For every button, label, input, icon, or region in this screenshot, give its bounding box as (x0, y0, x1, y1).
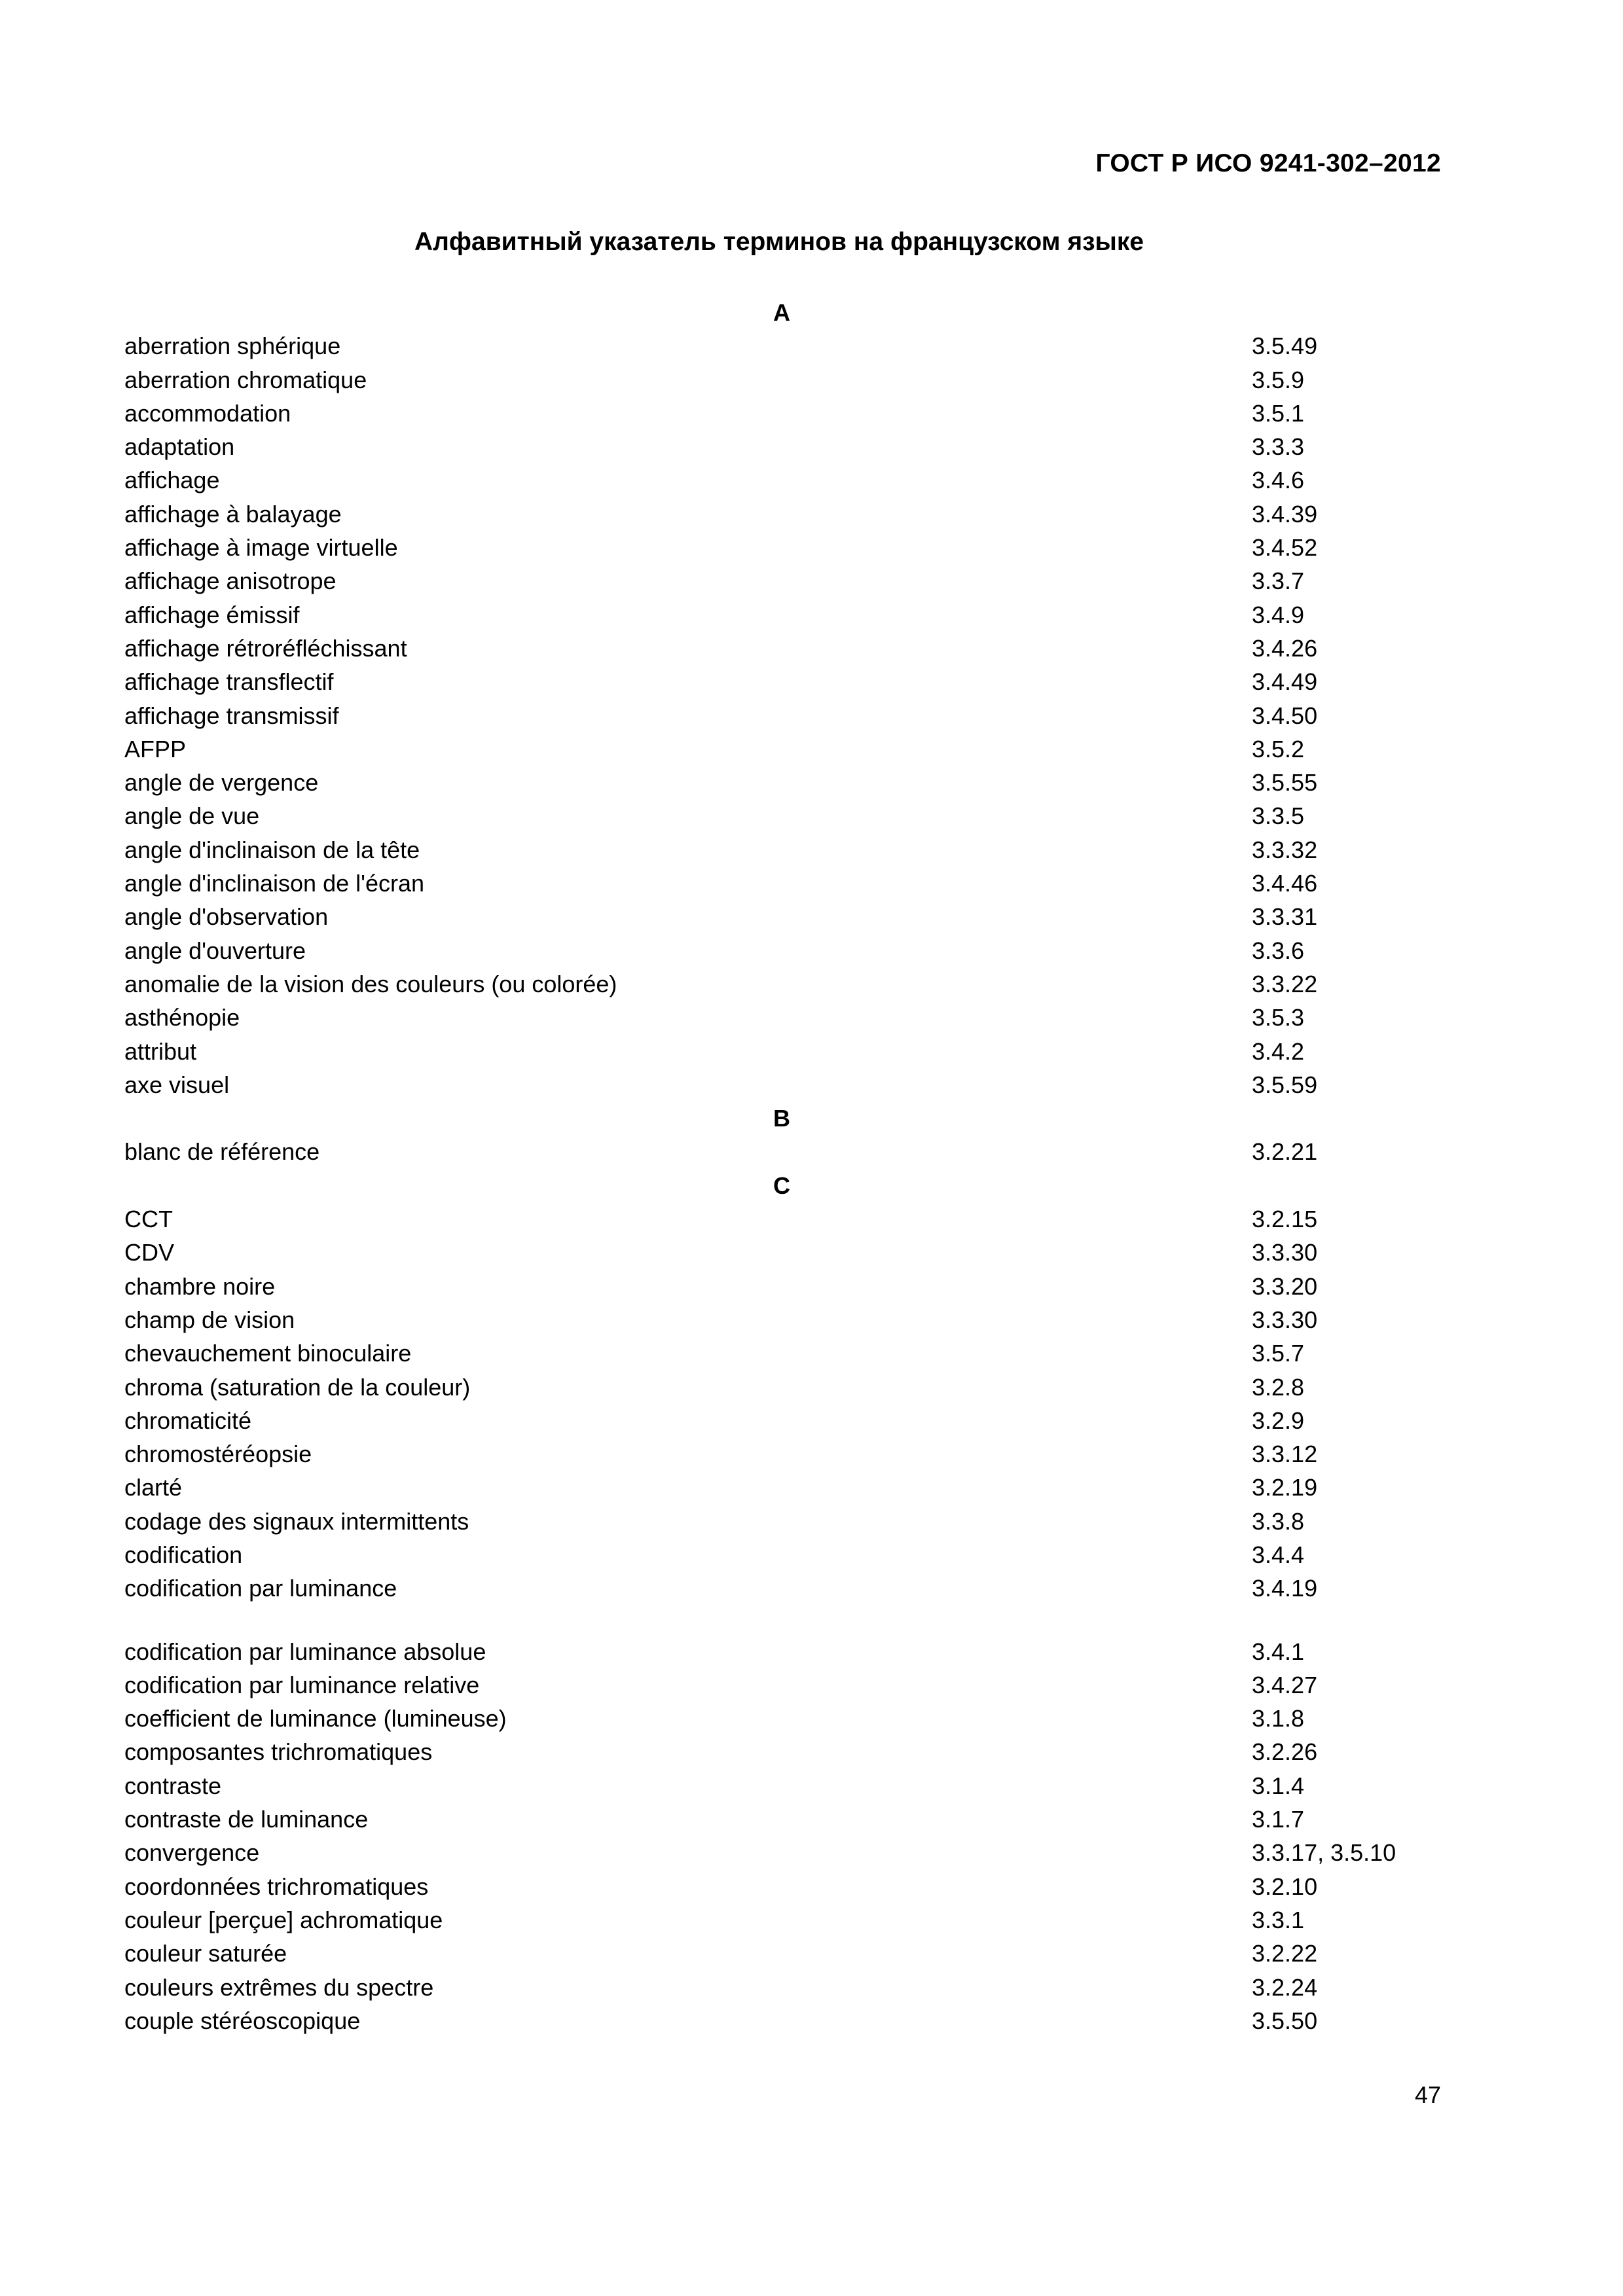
index-term: codification par luminance absolue (124, 1638, 486, 1665)
index-reference: 3.2.24 (1252, 1973, 1318, 2001)
index-entry (124, 1035, 1434, 1068)
index-entry (124, 1870, 1434, 1903)
index-entry (124, 1471, 1434, 1504)
index-reference: 3.5.9 (1252, 366, 1305, 393)
index-term: chromostéréopsie (124, 1441, 312, 1468)
index-term: convergence (124, 1839, 260, 1867)
index-term: affichage à image virtuelle (124, 534, 398, 562)
index-term: coefficient de luminance (lumineuse) (124, 1705, 507, 1732)
index-term: angle d'inclinaison de l'écran (124, 870, 425, 897)
index-term: asthénopie (124, 1004, 240, 1031)
index-term: affichage transmissif (124, 702, 339, 729)
index-entry (124, 2004, 1434, 2037)
index-entry (124, 1303, 1434, 1336)
index-reference: 3.3.7 (1252, 567, 1305, 595)
index-term: blanc de référence (124, 1138, 320, 1166)
index-reference: 3.4.9 (1252, 601, 1305, 628)
page-number: 47 (1414, 2081, 1441, 2108)
index-term: composantes trichromatiques (124, 1738, 433, 1766)
index-entry (124, 867, 1434, 900)
index-entry (124, 1937, 1434, 1970)
index-entry (124, 934, 1434, 967)
index-term: couleur [perçue] achromatique (124, 1906, 443, 1933)
index-reference: 3.3.30 (1252, 1306, 1318, 1333)
index-reference: 3.4.19 (1252, 1575, 1318, 1602)
index-term: codification par luminance (124, 1575, 397, 1602)
index-entry (124, 1505, 1434, 1538)
index-reference: 3.4.6 (1252, 467, 1305, 494)
section-letter: C (773, 1172, 790, 1199)
index-term: coordonnées trichromatiques (124, 1873, 429, 1900)
index-reference: 3.2.9 (1252, 1407, 1305, 1434)
index-reference: 3.2.19 (1252, 1474, 1318, 1501)
index-reference: 3.5.49 (1252, 332, 1318, 360)
index-reference: 3.2.21 (1252, 1138, 1318, 1166)
index-term: affichage rétroréfléchissant (124, 634, 407, 662)
index-entry (124, 1336, 1434, 1370)
index-entry (124, 1538, 1434, 1571)
index-entry (124, 497, 1434, 531)
index-reference: 3.3.1 (1252, 1906, 1305, 1933)
index-term: couple stéréoscopique (124, 2007, 361, 2034)
index-term: affichage transflectif (124, 668, 334, 696)
index-reference: 3.2.26 (1252, 1738, 1318, 1766)
index-reference: 3.2.22 (1252, 1940, 1318, 1967)
index-term: chromaticité (124, 1407, 252, 1434)
index-entry (124, 1135, 1434, 1168)
alphabetical-index (124, 296, 1434, 2037)
index-reference: 3.4.2 (1252, 1037, 1305, 1065)
index-entry (124, 1571, 1434, 1605)
index-entry (124, 329, 1434, 363)
index-entry (124, 598, 1434, 632)
index-term: angle d'inclinaison de la tête (124, 836, 420, 863)
index-entry (124, 833, 1434, 867)
index-reference: 3.4.1 (1252, 1638, 1305, 1665)
index-entry (124, 397, 1434, 430)
index-reference: 3.1.7 (1252, 1806, 1305, 1833)
index-reference: 3.2.10 (1252, 1873, 1318, 1900)
index-reference: 3.2.15 (1252, 1206, 1318, 1233)
index-entry (124, 799, 1434, 833)
index-term: affichage émissif (124, 601, 300, 628)
index-entry (124, 632, 1434, 665)
index-term: affichage anisotrope (124, 567, 337, 595)
index-entry (124, 1371, 1434, 1404)
index-entry (124, 1836, 1434, 1869)
section-letter: A (773, 299, 790, 326)
index-term: accommodation (124, 399, 291, 427)
index-reference: 3.1.4 (1252, 1772, 1305, 1799)
index-reference: 3.5.59 (1252, 1071, 1318, 1098)
index-reference: 3.5.50 (1252, 2007, 1318, 2034)
index-term: adaptation (124, 433, 235, 461)
index-term: chevauchement binoculaire (124, 1340, 412, 1367)
index-reference: 3.1.8 (1252, 1705, 1305, 1732)
index-reference: 3.5.3 (1252, 1004, 1305, 1031)
index-entry (124, 967, 1434, 1001)
index-entry (124, 665, 1434, 698)
index-entry (124, 732, 1434, 766)
index-term: anomalie de la vision des couleurs (ou colorée) (124, 970, 617, 997)
index-reference: 3.3.30 (1252, 1239, 1318, 1266)
index-entry (124, 1437, 1434, 1471)
index-entry (124, 463, 1434, 497)
index-reference: 3.3.12 (1252, 1441, 1318, 1468)
index-entry (124, 1270, 1434, 1303)
index-term: couleur saturée (124, 1940, 287, 1967)
index-term: CDV (124, 1239, 175, 1266)
index-reference: 3.3.31 (1252, 903, 1318, 931)
index-entry (124, 1971, 1434, 2004)
index-reference: 3.5.1 (1252, 399, 1305, 427)
index-reference: 3.3.8 (1252, 1507, 1305, 1535)
index-entry (124, 430, 1434, 463)
index-reference: 3.3.5 (1252, 802, 1305, 830)
index-reference: 3.4.50 (1252, 702, 1318, 729)
index-reference: 3.3.22 (1252, 970, 1318, 997)
index-term: AFPP (124, 735, 187, 762)
index-entry (124, 900, 1434, 933)
index-entry (124, 1202, 1434, 1236)
index-term: angle d'observation (124, 903, 329, 931)
index-reference: 3.4.46 (1252, 870, 1318, 897)
index-reference: 3.4.52 (1252, 534, 1318, 562)
document-code: ГОСТ Р ИСО 9241-302–2012 (1095, 149, 1441, 177)
index-term: contraste (124, 1772, 222, 1799)
index-term: CCT (124, 1206, 173, 1233)
index-entry (124, 363, 1434, 397)
index-reference: 3.2.8 (1252, 1373, 1305, 1401)
index-term: angle d'ouverture (124, 937, 306, 964)
index-entry (124, 1803, 1434, 1836)
index-reference: 3.4.26 (1252, 634, 1318, 662)
index-entry (124, 1635, 1434, 1668)
index-term: codage des signaux intermittents (124, 1507, 469, 1535)
page-title: Алфавитный указатель терминов на французском языке (414, 228, 1144, 256)
index-term: angle de vergence (124, 769, 319, 797)
index-term: champ de vision (124, 1306, 295, 1333)
index-term: codification (124, 1541, 243, 1568)
index-term: attribut (124, 1037, 197, 1065)
index-reference: 3.3.6 (1252, 937, 1305, 964)
index-entry (124, 1404, 1434, 1437)
index-reference: 3.3.20 (1252, 1272, 1318, 1300)
index-entry (124, 1236, 1434, 1269)
index-reference: 3.4.27 (1252, 1671, 1318, 1698)
index-term: aberration sphérique (124, 332, 341, 360)
index-entry (124, 1702, 1434, 1735)
index-reference: 3.5.2 (1252, 735, 1305, 762)
index-reference: 3.3.17, 3.5.10 (1252, 1839, 1396, 1867)
index-entry (124, 531, 1434, 564)
index-term: chambre noire (124, 1272, 276, 1300)
index-reference: 3.5.55 (1252, 769, 1318, 797)
index-entry (124, 1001, 1434, 1034)
index-term: affichage à balayage (124, 500, 342, 528)
index-term: aberration chromatique (124, 366, 367, 393)
section-letter: B (773, 1105, 790, 1132)
index-term: contraste de luminance (124, 1806, 369, 1833)
index-entry (124, 766, 1434, 799)
index-term: clarté (124, 1474, 183, 1501)
index-term: angle de vue (124, 802, 260, 830)
index-reference: 3.3.3 (1252, 433, 1305, 461)
index-entry (124, 1903, 1434, 1937)
index-entry (124, 699, 1434, 732)
index-entry (124, 1735, 1434, 1768)
index-entry (124, 1769, 1434, 1803)
index-entry (124, 1068, 1434, 1102)
index-reference: 3.5.7 (1252, 1340, 1305, 1367)
index-entry (124, 1668, 1434, 1702)
index-term: couleurs extrêmes du spectre (124, 1973, 434, 2001)
index-term: axe visuel (124, 1071, 230, 1098)
index-reference: 3.4.39 (1252, 500, 1318, 528)
index-reference: 3.4.49 (1252, 668, 1318, 696)
index-reference: 3.4.4 (1252, 1541, 1305, 1568)
index-entry (124, 564, 1434, 598)
index-term: codification par luminance relative (124, 1671, 480, 1698)
index-term: affichage (124, 467, 220, 494)
index-term: chroma (saturation de la couleur) (124, 1373, 471, 1401)
index-reference: 3.3.32 (1252, 836, 1318, 863)
